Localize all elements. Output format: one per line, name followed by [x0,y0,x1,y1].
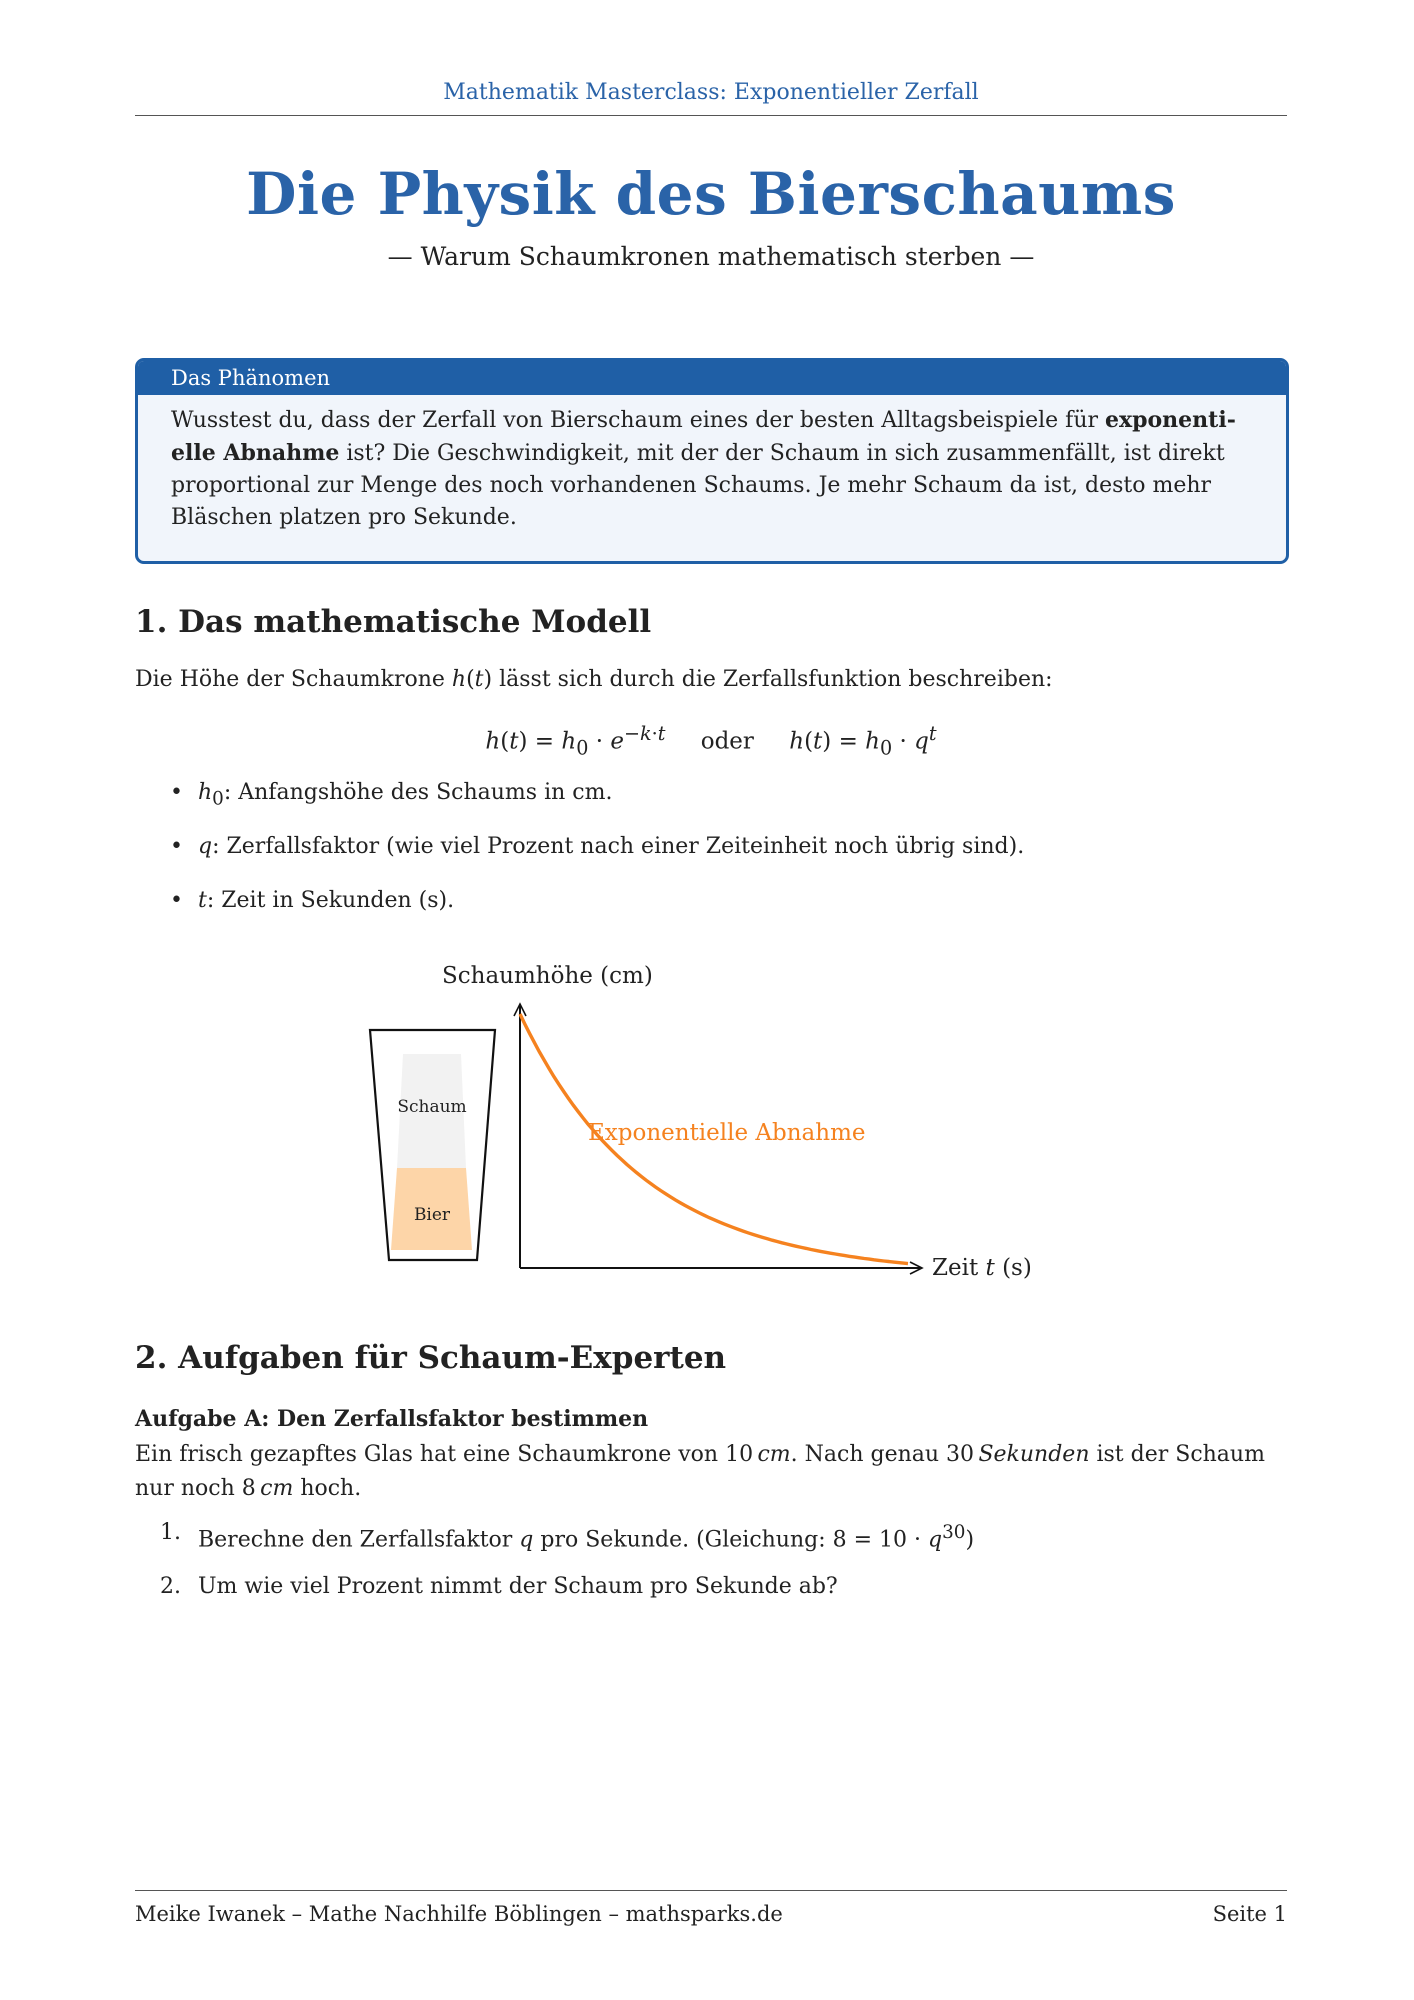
info-box-title: Das Phänomen [138,361,1286,395]
bullet-text: : Zerfallsfaktor (wie viel Prozent nach einer Zeiteinheit noch übrig sind). [212,834,1025,859]
decay-formula: $h(t) = h_0 \cdot e^{-k\cdot t}$ oder $h(t) = h_0 \cdot q^t$ [485,722,937,760]
footer-rule [135,1890,1287,1891]
page-title: Die Physik des Bierschaums [246,160,1176,228]
page-subtitle: — Warum Schaumkronen mathematisch sterben — [387,242,1035,271]
info-box-phaenomen [135,358,1289,564]
glass-foam-label: Schaum [397,1097,467,1117]
task-item-text: Um wie viel Prozent nimmt der Schaum pro Sekunde ab? [198,1574,838,1599]
section-1-heading: 1. Das mathematische Modell [135,604,652,640]
intro-var: h [451,667,467,692]
bullet-symbol: t [198,888,207,913]
bullet-symbol: q [198,834,213,859]
formula-or: oder [700,728,754,755]
page-number: Seite 1 [1212,1902,1287,1926]
curve-label: Exponentielle Abnahme [588,1120,866,1146]
list-item: 1. Berechne den Zerfallsfaktor q pro Sekunde. (Gleichung: $8 = 10 \cdot q^{30}$) [160,1520,975,1553]
info-box-body [138,395,1286,534]
header-rule [135,115,1287,116]
x-axis-label: Zeit t (s) [932,1255,1032,1281]
list-item [170,830,1024,884]
glass-beer-label: Bier [413,1205,451,1225]
bullet-text: : Zeit in Sekunden (s). [206,888,455,913]
section-2-heading: 2. Aufgaben für Schaum-Experten [135,1340,727,1376]
task-a-heading: Aufgabe A: Den Zerfallsfaktor bestimmen [135,1406,649,1432]
bullet-text: : Anfangshöhe des Schaums in cm. [223,780,613,805]
info-box-text-2: ist? Die Geschwindigkeit, mit der der Schaum in sich zusammenfällt, ist direkt proportional zur Menge des noch vorhandenen Schaums. Je mehr Schaum da ist, desto mehr Bläschen platzen pro Sekunde. [171,441,1225,530]
section-1-intro: Die Höhe der Schaumkrone h(t) lässt sich durch die Zerfallsfunktion beschreiben: [135,667,1053,692]
task-a-list [160,1516,974,1624]
info-box-bold-2: elle Abnahme [171,440,340,466]
task-a-text: Ein frisch gezapftes Glas hat eine Schaumkrone von 10 cm. Nach genau 30 Sekunden ist der Schaum nur noch 8 cm hoch. [135,1442,1265,1501]
list-item [170,884,1024,938]
y-axis-label: Schaumhöhe (cm) [442,963,653,989]
intro-pre: Die Höhe der Schaumkrone [135,667,452,692]
info-box-bold-1: exponenti- [1105,407,1236,433]
list-item: • $h_0$: Anfangshöhe des Schaums in cm. [170,776,1024,830]
document-page [135,0,1287,2000]
list-item: 2. Um wie viel Prozent nimmt der Schaum pro Sekunde ab? [160,1574,838,1599]
intro-post: lässt sich durch die Zerfallsfunktion beschreiben: [492,667,1053,692]
info-box-text-1: Wusstest du, dass der Zerfall von Bierschaum eines der besten Alltagsbeispiele für [171,408,1106,433]
variable-list [170,776,1024,938]
running-head: Mathematik Masterclass: Exponentieller Zerfall [443,80,979,105]
foam-decay-figure [360,950,1210,1290]
footer-author: Meike Iwanek – Mathe Nachhilfe Böblingen – mathsparks.de [135,1902,783,1926]
